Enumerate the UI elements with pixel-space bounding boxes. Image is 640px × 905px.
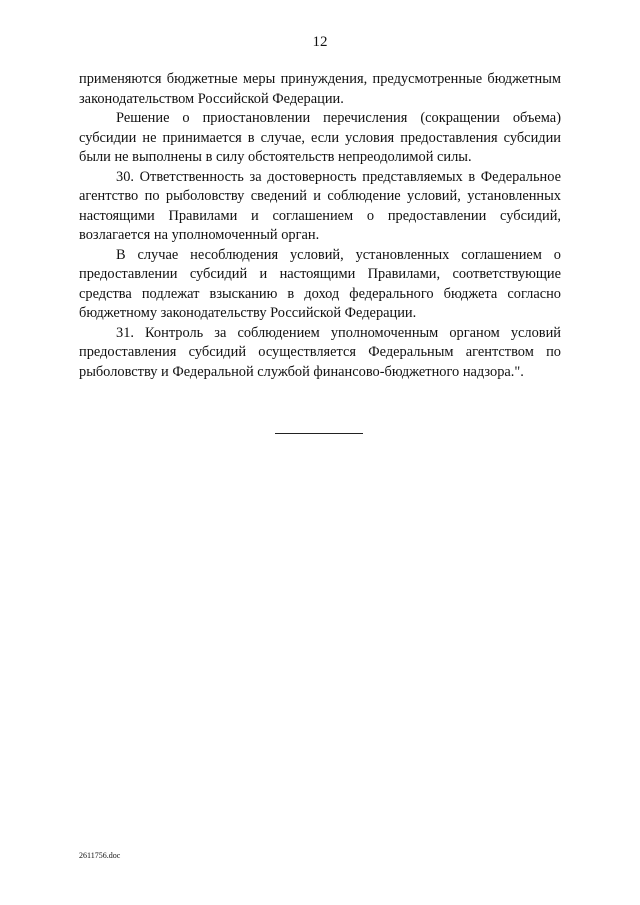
document-filename: 2611756.doc	[79, 851, 121, 860]
paragraph-noncompliance: В случае несоблюдения условий, установленных соглашением о предоставлении субсидий и настоящими Правилами, соответствующие средства подлежат взысканию в доход федерального бюджета согласно бюджетному законодательству Российской Федерации.	[79, 246, 561, 321]
paragraph-item-30: 30. Ответственность за достоверность представляемых в Федеральное агентство по рыболовству сведений и соблюдение условий, установленных настоящими Правилами и соглашением о предоставлении субсидий, возлагается на уполномоченный орган.	[79, 168, 561, 243]
document-body	[79, 70, 561, 382]
paragraph-continuation: применяются бюджетные меры принуждения, предусмотренные бюджетным законодательством Российской Федерации.	[79, 71, 561, 107]
page-number: 12	[312, 34, 328, 50]
paragraph-subsidy-suspension: Решение о приостановлении перечисления (сокращении объема) субсидии не принимается в случае, если условия предоставления субсидии были не выполнены в силу обстоятельств непреодолимой силы.	[79, 110, 561, 165]
paragraph-item-31: 31. Контроль за соблюдением уполномоченным органом условий предоставления субсидий осуществляется Федеральным агентством по рыболовству и Федеральной службой финансово-бюджетного надзора.".	[79, 324, 561, 380]
end-separator-line	[275, 433, 363, 434]
